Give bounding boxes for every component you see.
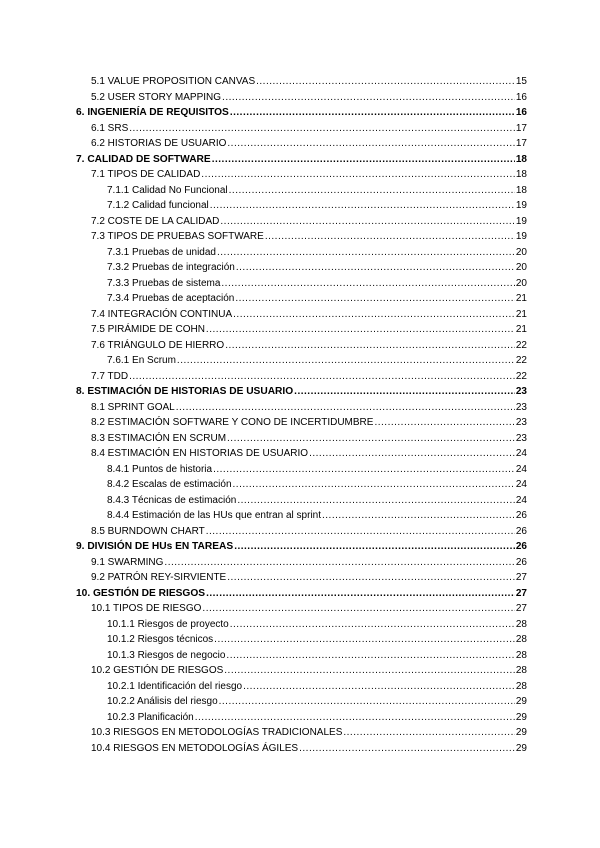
toc-entry-page-number: 26 (515, 541, 527, 552)
toc-entry-line (107, 245, 527, 261)
toc-entry[interactable] (0, 617, 600, 633)
toc-entry-line (91, 555, 527, 571)
dot-leader (212, 152, 515, 168)
toc-entry-line (107, 353, 527, 369)
toc-entry[interactable] (0, 493, 600, 509)
toc-entry-title: 7.3.1 Pruebas de unidad (107, 246, 216, 258)
toc-entry-title: 8.3 ESTIMACIÓN EN SCRUM (91, 432, 227, 444)
toc-entry-line (91, 601, 527, 617)
toc-entry[interactable] (0, 601, 600, 617)
toc-entry-page-number: 18 (515, 169, 527, 180)
toc-entry-title: 9.1 SWARMING (91, 556, 164, 568)
toc-entry-title: 6.2 HISTORIAS DE USUARIO (91, 138, 227, 149)
toc-entry-page-number: 26 (515, 510, 527, 521)
toc-entry[interactable] (0, 152, 600, 168)
dot-leader (256, 74, 515, 90)
toc-entry-title: 8.4.2 Escalas de estimación (107, 479, 232, 490)
toc-entry-page-number: 28 (515, 680, 527, 692)
dot-leader (227, 570, 515, 586)
toc-entry-title: 8.5 BURNDOWN CHART (91, 525, 205, 537)
dot-leader (213, 462, 515, 478)
toc-entry-line (107, 632, 527, 648)
toc-entry-line (91, 400, 527, 416)
toc-entry[interactable] (0, 710, 600, 726)
toc-entry-title: 8.4.3 Técnicas de estimación (107, 494, 237, 506)
toc-entry[interactable] (0, 245, 600, 261)
toc-entry-line (107, 679, 527, 695)
dot-leader (343, 725, 515, 741)
dot-leader (230, 105, 515, 121)
toc-entry[interactable] (0, 462, 600, 478)
dot-leader (217, 245, 515, 261)
toc-entry-page-number: 22 (515, 370, 527, 382)
toc-entry-title: 8.4.4 Estimación de las HUs que entran al sprint (107, 510, 321, 521)
toc-entry-line (76, 384, 527, 400)
toc-entry-line (91, 663, 527, 679)
toc-entry-page-number: 28 (515, 634, 527, 645)
toc-entry-title: 7.3.4 Pruebas de aceptación (107, 293, 235, 304)
dot-leader (229, 183, 515, 199)
toc-entry-page-number: 27 (515, 572, 527, 583)
dot-leader (202, 601, 514, 617)
dot-leader (236, 260, 515, 276)
toc-entry-line (91, 214, 527, 230)
toc-entry-title: 7.1 TIPOS DE CALIDAD (91, 169, 201, 180)
toc-entry[interactable] (0, 555, 600, 571)
toc-entry-line (91, 74, 527, 90)
toc-entry-line (107, 198, 527, 214)
toc-entry-page-number: 15 (515, 76, 527, 87)
table-of-contents (0, 74, 600, 756)
dot-leader (294, 384, 515, 400)
toc-entry-line (91, 338, 527, 354)
dot-leader (224, 663, 515, 679)
toc-entry-page-number: 28 (515, 649, 527, 661)
toc-entry-title: 10.1.2 Riesgos técnicos (107, 634, 214, 645)
dot-leader (164, 555, 514, 571)
toc-entry[interactable] (0, 260, 600, 276)
toc-entry[interactable] (0, 291, 600, 307)
dot-leader (201, 167, 515, 183)
toc-entry-title: 7.1.2 Calidad funcional (107, 200, 209, 211)
dot-leader (210, 198, 515, 214)
toc-entry-title: 7.3.2 Pruebas de integración (107, 262, 235, 273)
dot-leader (219, 694, 515, 710)
toc-entry-page-number: 16 (515, 107, 527, 118)
toc-entry[interactable] (0, 570, 600, 586)
toc-entry-line (107, 477, 527, 493)
toc-entry-page-number: 23 (515, 401, 527, 413)
dot-leader (177, 353, 515, 369)
dot-leader (233, 307, 515, 323)
toc-entry[interactable] (0, 105, 600, 121)
dot-leader (222, 90, 515, 106)
toc-entry-page-number: 17 (515, 122, 527, 134)
toc-entry-line (91, 524, 527, 540)
toc-entry-page-number: 27 (515, 587, 527, 599)
toc-entry-line (91, 307, 527, 323)
toc-entry-line (91, 136, 527, 152)
dot-leader (233, 477, 515, 493)
toc-entry[interactable] (0, 741, 600, 757)
toc-entry-line (91, 90, 527, 106)
toc-entry-page-number: 21 (515, 308, 527, 320)
toc-entry-page-number: 17 (515, 138, 527, 149)
toc-entry[interactable] (0, 679, 600, 695)
dot-leader (220, 214, 514, 230)
toc-entry-title: 10.2.3 Planificación (107, 711, 194, 723)
toc-entry-line (91, 121, 527, 137)
toc-entry-page-number: 20 (515, 277, 527, 289)
dot-leader (234, 539, 515, 555)
toc-entry-title: 7.4 INTEGRACIÓN CONTINUA (91, 308, 233, 320)
dot-leader (374, 415, 514, 431)
toc-entry[interactable] (0, 446, 600, 462)
toc-entry-line (107, 183, 527, 199)
toc-entry-title: 5.2 USER STORY MAPPING (91, 91, 222, 103)
toc-entry[interactable] (0, 167, 600, 183)
toc-entry-line (107, 617, 527, 633)
toc-entry-title: 8.1 SPRINT GOAL (91, 401, 175, 413)
toc-entry-title: 7.2 COSTE DE LA CALIDAD (91, 215, 220, 227)
toc-entry-page-number: 26 (515, 525, 527, 537)
toc-entry[interactable] (0, 214, 600, 230)
toc-entry[interactable] (0, 90, 600, 106)
toc-entry[interactable] (0, 524, 600, 540)
toc-entry-title: 8.4 ESTIMACIÓN EN HISTORIAS DE USUARIO (91, 448, 309, 459)
toc-entry[interactable] (0, 307, 600, 323)
toc-entry[interactable] (0, 415, 600, 431)
toc-entry-title: 10.1.1 Riesgos de proyecto (107, 618, 229, 630)
toc-entry-page-number: 27 (515, 603, 527, 614)
toc-entry-line (91, 725, 527, 741)
toc-entry-line (107, 276, 527, 292)
toc-entry-line (107, 291, 527, 307)
toc-entry-page-number: 24 (515, 479, 527, 490)
toc-entry[interactable] (0, 663, 600, 679)
toc-entry-title: 9. DIVISIÓN DE HUs EN TAREAS (76, 541, 234, 552)
dot-leader (176, 400, 515, 416)
toc-entry[interactable] (0, 353, 600, 369)
toc-entry[interactable] (0, 586, 600, 602)
toc-entry-title: 10.2.2 Análisis del riesgo (107, 696, 218, 707)
toc-entry[interactable] (0, 229, 600, 245)
toc-entry-page-number: 24 (515, 463, 527, 475)
toc-entry[interactable] (0, 632, 600, 648)
dot-leader (129, 369, 515, 385)
toc-entry-line (107, 462, 527, 478)
toc-entry[interactable] (0, 74, 600, 90)
toc-entry[interactable] (0, 338, 600, 354)
toc-entry[interactable] (0, 508, 600, 524)
toc-entry-page-number: 18 (515, 184, 527, 196)
toc-entry-title: 9.2 PATRÓN REY-SIRVIENTE (91, 572, 227, 583)
toc-entry-page-number: 22 (515, 339, 527, 351)
toc-entry-title: 7.3.3 Pruebas de sistema (107, 277, 221, 289)
toc-entry-title: 10.3 RIESGOS EN METODOLOGÍAS TRADICIONALES (91, 727, 343, 738)
toc-entry-page-number: 24 (515, 494, 527, 506)
toc-entry-title: 7.3 TIPOS DE PRUEBAS SOFTWARE (91, 231, 264, 242)
dot-leader (221, 276, 514, 292)
dot-leader (206, 322, 515, 338)
toc-entry-title: 7.7 TDD (91, 370, 129, 382)
toc-entry[interactable] (0, 183, 600, 199)
toc-entry-page-number: 28 (515, 665, 527, 676)
toc-entry[interactable] (0, 694, 600, 710)
toc-entry-page-number: 19 (515, 200, 527, 211)
toc-entry-line (76, 152, 527, 168)
toc-entry-line (91, 415, 527, 431)
toc-entry-page-number: 28 (515, 618, 527, 630)
dot-leader (226, 648, 514, 664)
toc-entry-line (91, 322, 527, 338)
toc-entry-title: 10.1 TIPOS DE RIESGO (91, 603, 202, 614)
toc-entry-page-number: 20 (515, 262, 527, 273)
toc-entry-title: 6.1 SRS (91, 122, 129, 134)
toc-entry-line (91, 570, 527, 586)
toc-entry-title: 8.2 ESTIMACIÓN SOFTWARE Y CONO DE INCERTIDUMBRE (91, 417, 374, 428)
toc-entry[interactable] (0, 322, 600, 338)
dot-leader (235, 291, 515, 307)
toc-entry[interactable] (0, 136, 600, 152)
dot-leader (230, 617, 515, 633)
toc-entry[interactable] (0, 276, 600, 292)
toc-entry[interactable] (0, 384, 600, 400)
toc-entry-page-number: 16 (515, 91, 527, 103)
toc-entry-page-number: 22 (515, 355, 527, 366)
dot-leader (206, 586, 515, 602)
toc-entry-page-number: 19 (515, 215, 527, 227)
dot-leader (206, 524, 515, 540)
toc-entry-line (91, 431, 527, 447)
dot-leader (225, 338, 515, 354)
toc-entry-title: 7.6 TRIÁNGULO DE HIERRO (91, 339, 225, 351)
toc-entry[interactable] (0, 725, 600, 741)
toc-entry-title: 7.6.1 En Scrum (107, 355, 176, 366)
toc-entry-line (107, 260, 527, 276)
toc-entry[interactable] (0, 431, 600, 447)
toc-entry-page-number: 26 (515, 556, 527, 568)
toc-entry[interactable] (0, 648, 600, 664)
dot-leader (243, 679, 515, 695)
toc-entry-line (91, 229, 527, 245)
toc-entry-page-number: 29 (515, 711, 527, 723)
toc-entry[interactable] (0, 539, 600, 555)
toc-entry-line (91, 167, 527, 183)
toc-entry-title: 10.4 RIESGOS EN METODOLOGÍAS ÁGILES (91, 742, 299, 754)
toc-entry-title: 10.2.1 Identificación del riesgo (107, 680, 243, 692)
toc-entry-page-number: 21 (515, 324, 527, 335)
toc-entry-page-number: 24 (515, 448, 527, 459)
toc-entry-title: 7.1.1 Calidad No Funcional (107, 184, 228, 196)
dot-leader (227, 136, 514, 152)
dot-leader (309, 446, 515, 462)
toc-entry-page-number: 18 (515, 153, 527, 165)
dot-leader (195, 710, 515, 726)
toc-entry-line (76, 539, 527, 555)
toc-entry-line (107, 710, 527, 726)
toc-entry-title: 8. ESTIMACIÓN DE HISTORIAS DE USUARIO (76, 386, 294, 397)
toc-entry-title: 7.5 PIRÁMIDE DE COHN (91, 324, 205, 335)
toc-entry-line (107, 508, 527, 524)
toc-entry-title: 10. GESTIÓN DE RIESGOS (76, 587, 206, 599)
dot-leader (227, 431, 515, 447)
toc-entry[interactable] (0, 198, 600, 214)
toc-entry-title: 8.4.1 Puntos de historia (107, 463, 213, 475)
dot-leader (129, 121, 515, 137)
toc-entry-page-number: 29 (515, 696, 527, 707)
toc-entry[interactable] (0, 400, 600, 416)
toc-entry-title: 6. INGENIERÍA DE REQUISITOS (76, 107, 229, 118)
toc-entry-title: 5.1 VALUE PROPOSITION CANVAS (91, 76, 256, 87)
toc-entry-line (91, 369, 527, 385)
toc-entry-page-number: 29 (515, 727, 527, 738)
dot-leader (214, 632, 515, 648)
dot-leader (322, 508, 515, 524)
toc-entry-title: 7. CALIDAD DE SOFTWARE (76, 153, 211, 165)
toc-entry-line (91, 446, 527, 462)
toc-entry-title: 10.2 GESTIÓN DE RIESGOS (91, 665, 224, 676)
toc-entry-line (107, 493, 527, 509)
toc-entry-line (76, 105, 527, 121)
dot-leader (299, 741, 515, 757)
toc-entry-page-number: 21 (515, 293, 527, 304)
toc-entry-line (91, 741, 527, 757)
toc-entry-line (76, 586, 527, 602)
toc-entry[interactable] (0, 477, 600, 493)
toc-entry[interactable] (0, 369, 600, 385)
toc-entry-line (107, 694, 527, 710)
toc-entry-page-number: 23 (515, 417, 527, 428)
toc-entry-line (107, 648, 527, 664)
toc-entry-page-number: 23 (515, 432, 527, 444)
toc-entry-page-number: 19 (515, 231, 527, 242)
dot-leader (265, 229, 515, 245)
toc-entry-page-number: 23 (515, 386, 527, 397)
dot-leader (237, 493, 515, 509)
toc-entry[interactable] (0, 121, 600, 137)
toc-entry-page-number: 20 (515, 246, 527, 258)
toc-entry-title: 10.1.3 Riesgos de negocio (107, 649, 226, 661)
toc-entry-page-number: 29 (515, 742, 527, 754)
